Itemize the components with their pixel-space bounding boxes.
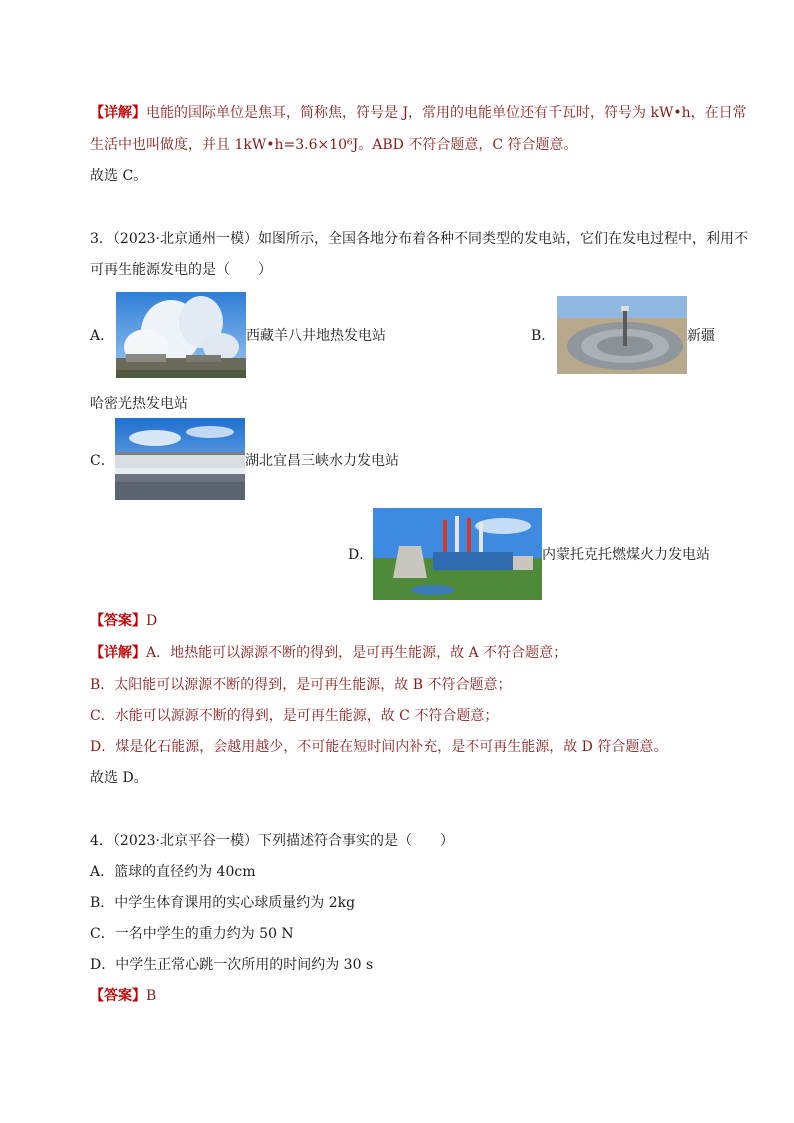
- solar-thermal-station-image: [557, 296, 687, 374]
- question-3-stem-2: 可再生能源发电的是（ ）: [90, 262, 272, 278]
- explain-text: A．地热能可以源源不断的得到，是可再生能源，故 A 不符合题意；: [146, 645, 568, 661]
- answer-tag: 【答案】: [90, 613, 146, 629]
- conclusion-3: 故选 D。: [90, 770, 148, 786]
- question-3-stem-1: 3．（2023·北京通州一模）如图所示，全国各地分布着各种不同类型的发电站，它们在发电过程中，利用不: [90, 231, 748, 247]
- answer-tag: 【答案】: [90, 988, 146, 1004]
- explain-3-line-3: C．水能可以源源不断的得到，是可再生能源，故 C 不符合题意；: [90, 708, 499, 724]
- conclusion: 故选 C。: [90, 168, 148, 184]
- explain-3-line-1: [90, 643, 567, 663]
- explain-tag: 【详解】: [90, 645, 146, 661]
- option-a-caption: 西藏羊八井地热发电站: [246, 328, 386, 344]
- explain-text: 电能的国际单位是焦耳，简称焦，符号是 J，常用的电能单位还有千瓦时，符号为 kW•h，在日常: [146, 105, 747, 121]
- option-b-caption-cont: 哈密光热发电站: [90, 396, 188, 412]
- answer-value: B: [146, 988, 157, 1004]
- question-4-option-c: C．一名中学生的重力约为 50 N: [90, 926, 294, 942]
- option-d-caption: 内蒙托克托燃煤火力发电站: [542, 547, 710, 563]
- explain-3-line-2: B．太阳能可以源源不断的得到，是可再生能源，故 B 不符合题意；: [90, 677, 512, 693]
- option-c-caption: 湖北宜昌三峡水力发电站: [245, 453, 399, 469]
- answer-4: [90, 986, 156, 1006]
- explain-line-1: [90, 103, 747, 123]
- explain-tag: 【详解】: [90, 105, 146, 121]
- question-4-stem: 4．（2023·北京平谷一模）下列描述符合事实的是（ ）: [90, 833, 454, 849]
- coal-power-station-image: [373, 508, 542, 600]
- option-d-letter: D．: [348, 547, 374, 563]
- option-b-letter: B．: [531, 328, 556, 344]
- question-4-option-b: B．中学生体育课用的实心球质量约为 2kg: [90, 895, 356, 911]
- hydro-station-image: [115, 418, 245, 500]
- geothermal-station-image: [116, 292, 246, 378]
- explain-3-line-4: D．煤是化石能源，会越用越少，不可能在短时间内补充，是不可再生能源，故 D 符合题意。: [90, 739, 668, 755]
- answer-3: [90, 611, 157, 631]
- question-4-option-d: D．中学生正常心跳一次所用的时间约为 30 s: [90, 957, 374, 973]
- explain-line-2: 生活中也叫做度，并且 1kW•h=3.6×10⁶J。ABD 不符合题意，C 符合题意。: [90, 137, 578, 153]
- question-4-option-a: A．篮球的直径约为 40cm: [90, 864, 256, 880]
- option-b-caption: 新疆: [687, 328, 715, 344]
- answer-value: D: [146, 613, 158, 629]
- option-c-letter: C．: [90, 453, 115, 469]
- option-a-letter: A．: [90, 328, 115, 344]
